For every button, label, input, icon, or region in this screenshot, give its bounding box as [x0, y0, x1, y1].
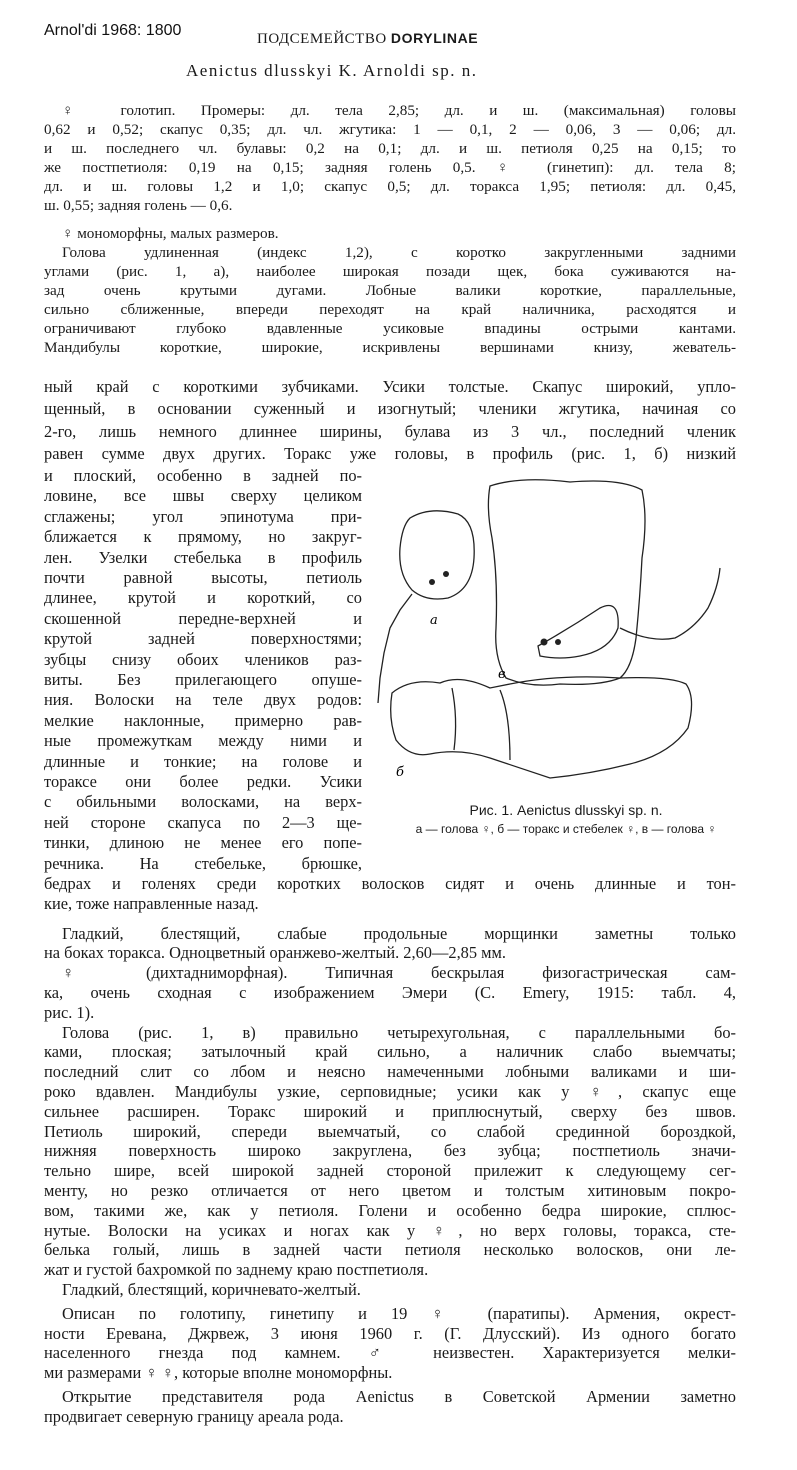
citation-label: Arnol'di 1968: 1800 [44, 22, 182, 39]
text-line: на боках торакса. Одноцветный оранжево-желтый. 2,60—2,85 мм. [44, 943, 507, 963]
text-line: и плоский, особенно в задней по- [44, 466, 362, 485]
text-line: последний слит со лбом и неясно намеченными лобными валиками и ши- [44, 1062, 736, 1082]
thorax-suture [452, 688, 456, 750]
text-line: речника. На стебельке, брюшке, [44, 853, 362, 873]
text-line: ности Еревана, Джрвеж, 3 июня 1960 г. (Г. Длусский). Из одного богато [44, 1323, 736, 1343]
text-line: ограничивают глубоко вдавленные усиковые впадины острыми кантами. [44, 320, 736, 337]
text-line: белька голый, лишь в задней части петиоля несколько волосков, они ле- [44, 1240, 736, 1260]
text-line: сглажены; угол эпинотума при- [44, 506, 362, 526]
figure-label-v: в [498, 667, 506, 682]
text-line: зад очень крутыми дугами. Лобные валики короткие, параллельные, [44, 282, 736, 299]
figure-caption-legend: а — голова ♀, б — торакс и стебелек ♀, в — голова ♀ [415, 822, 717, 836]
text-line: вом, такими же, как у петиоля. Голени и особенно бедра широкие, сплюс- [44, 1200, 736, 1220]
text-line: роко вдавлен. Мандибулы узкие, серповидные; усики как у ♀, скапус еще [44, 1082, 736, 1101]
text-line: тинки, длиною не менее его попе- [44, 833, 362, 853]
header-prefix: ПОДСЕМЕЙСТВО [257, 31, 387, 47]
text-line: длинные и тонкие; на голове и [44, 751, 362, 771]
figure-1-illustration [370, 478, 746, 808]
text-line: дл. и ш. головы 1,2 и 1,0; скапус 0,5; дл. торакса 1,95; петиоля: дл. 0,45, [44, 178, 736, 195]
text-line: же постпетиоля: 0,19 на 0,15; задняя голень 0,5. ♀ (гинетип): дл. тела 8; [44, 159, 736, 176]
queen-mandible [538, 606, 618, 659]
text-line: мелкие наклонные, примерно рав- [44, 710, 362, 730]
text-line: бедрах и голенях среди коротких волосков сидят и очень длинные и тон- [44, 874, 736, 893]
text-line: почти равной высоты, петиоль [44, 568, 362, 587]
text-line: длинее, крутой и короткий, со [44, 588, 362, 608]
text-line: ней стороне скапуса по 2—3 ще- [44, 812, 362, 832]
text-line: зубцы снизу обоих члеников раз- [44, 649, 362, 669]
text-line: 2-го, лишь немного длиннее ширины, булава из 3 чл., последний членик [44, 421, 736, 441]
text-line: углами (рис. 1, а), наиболее широкая позади щек, бока суживаются на- [44, 263, 736, 280]
text-line: ш. 0,55; задняя голень — 0,6. [44, 197, 233, 214]
text-line: ка, очень сходная с изображением Эмери (C. Emery, 1915: табл. 4, [44, 983, 736, 1002]
text-line: щенный, в основании суженный и изогнутый; членики жгутика, начиная со [44, 399, 736, 419]
text-line: крутой задней поверхностями; [44, 629, 362, 649]
text-line: Гладкий, блестящий, коричневато-желтый. [62, 1280, 361, 1299]
text-line: равен сумме двух других. Торакс уже головы, в профиль (рис. 1, б) низкий [44, 444, 736, 464]
text-line: тораксе они более редки. Усики [44, 772, 362, 791]
text-line: ми размерами ♀ ♀, которые вполне мономорфны. [44, 1363, 393, 1383]
text-line: ками, плоская; затылочный край сильно, а наличник слабо выемчаты; [44, 1042, 736, 1062]
text-line: ный край с короткими зубчиками. Усики толстые. Скапус широкий, упло- [44, 377, 736, 396]
figure-caption [386, 802, 746, 836]
text-line: жат и густой бахромкой по заднему краю постпетиоля. [44, 1260, 429, 1280]
text-line: ные промежуткам между ними и [44, 731, 362, 751]
text-line: ния. Волоски на теле двух родов: [44, 690, 362, 710]
worker-antenna [378, 594, 412, 703]
text-line: продвигает северную границу ареала рода. [44, 1406, 344, 1426]
text-line: с обильными волосками, на верх- [44, 792, 362, 812]
queen-antenna [620, 568, 720, 639]
text-line: Открытие представителя рода Aenictus в Советской Армении заметно [62, 1387, 736, 1406]
text-line: Голова (рис. 1, в) правильно четырехугольная, с параллельными бо- [62, 1022, 736, 1042]
text-line: Описан по голотипу, гинетипу и 19 ♀ (паратипы). Армения, окрест- [62, 1303, 736, 1323]
text-line: Гладкий, блестящий, слабые продольные морщинки заметны только [62, 923, 736, 943]
text-line: менту, но резко отличается от него цветом и толстым хитиновым покро- [44, 1181, 736, 1200]
text-line: ♀ (дихтадниморфная). Типичная бескрылая физогастрическая сам- [62, 963, 736, 983]
text-line: тельно шире, всей широкой задней стороной прилежит к следующему сег- [44, 1161, 736, 1181]
text-line: сильнее расширен. Торакс широкий и приплюснутый, сверху без швов. [44, 1101, 736, 1121]
text-line: 0,62 и 0,52; скапус 0,35; дл. чл. жгутика: 1 — 0,1, 2 — 0,06, 3 — 0,06; дл. [44, 121, 736, 138]
text-line: населенного гнезда под камнем. ♂ неизвестен. Характеризуется мелки- [44, 1343, 736, 1363]
text-line: и ш. последнего чл. булавы: 0,2 на 0,1; дл. и ш. петиоля 0,25 на 0,15; то [44, 140, 736, 157]
text-line: Голова удлиненная (индекс 1,2), с коротко закругленными задними [62, 244, 736, 261]
species-title: Aenictus dlusskyi K. Arnoldi sp. n. [186, 61, 478, 80]
petiole-line [500, 690, 510, 760]
text-line: нутые. Волоски на усиках и ногах как у ♀, но верх головы, торакса, сте- [44, 1220, 736, 1240]
text-line: нижняя поверхность широко закруглена, без зубца; постпетиоль значи- [44, 1141, 736, 1161]
text-line: сильно сближенные, впереди переходят на край наличника, расходятся и [44, 301, 736, 318]
text-line: ловине, все швы сверху целиком [44, 486, 362, 506]
text-line: ♀ голотип. Промеры: дл. тела 2,85; дл. и ш. (максимальная) головы [62, 102, 736, 119]
figure-label-a: а [430, 613, 438, 628]
text-line: ближается к прямому, но закруг- [44, 527, 362, 547]
thorax-profile [391, 677, 692, 778]
text-line: скошенной передне-верхней и [44, 608, 362, 628]
running-header [257, 30, 478, 48]
figure-caption-title: Рис. 1. Aenictus dlusskyi sp. n. [469, 802, 663, 818]
header-family: DORYLINAE [390, 30, 479, 46]
text-line: кие, тоже направленные назад. [44, 893, 259, 913]
figure-label-b: б [396, 765, 404, 780]
queen-head-outline [488, 480, 645, 685]
text-line: Петиоль широкий, спереди выемчатый, со слабой срединной бороздкой, [44, 1121, 736, 1141]
text-line: ♀ мономорфны, малых размеров. [62, 225, 279, 242]
worker-head-outline [400, 511, 474, 599]
text-line: виты. Без прилегающего опуше- [44, 670, 362, 689]
text-line: лен. Узелки стебелька в профиль [44, 547, 362, 567]
text-line: рис. 1). [44, 1002, 95, 1022]
text-line: Мандибулы короткие, широкие, искривлены вершинами книзу, жеватель- [44, 339, 736, 356]
